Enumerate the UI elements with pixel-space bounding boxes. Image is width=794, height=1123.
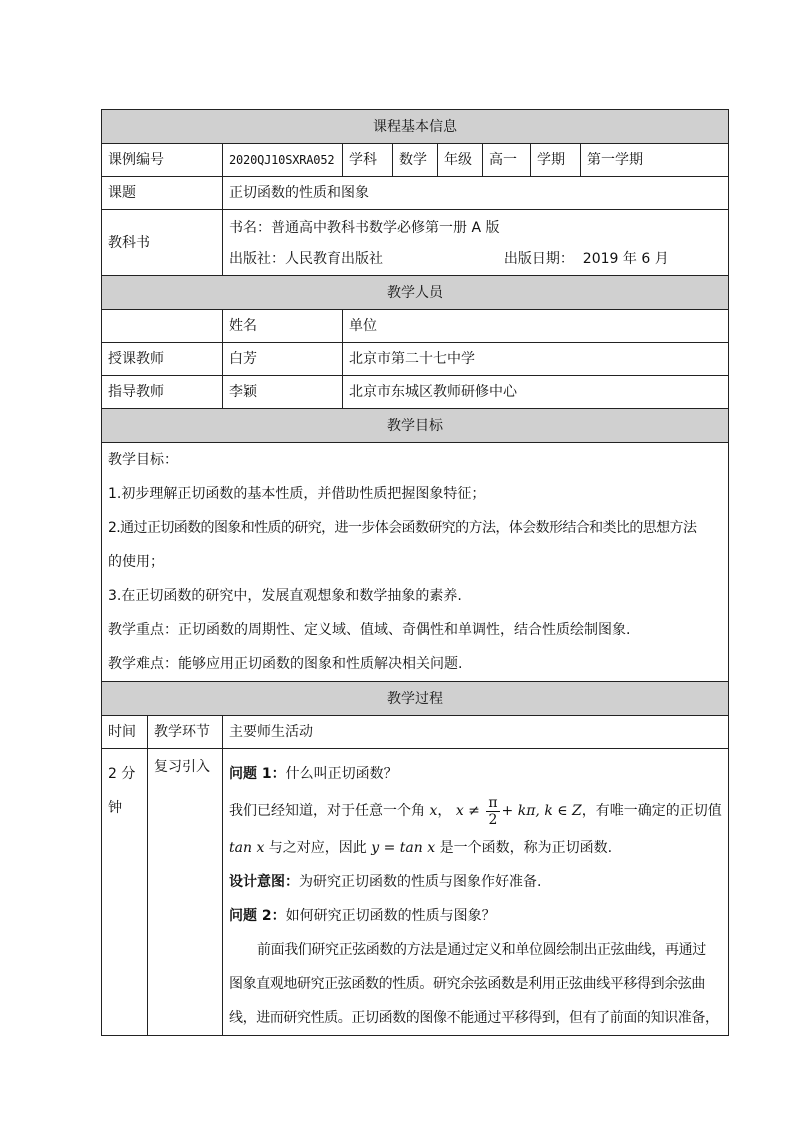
p2-after: 是一个函数，称为正切函数. (435, 840, 613, 856)
staff-header: 教学人员 (102, 276, 729, 310)
goal-line: 2.通过正切函数的图象和性质的研究，进一步体会函数研究的方法，体会数形结合和类比的思想方法 (108, 520, 697, 536)
q2-text: 如何研究正切函数的性质与图象？ (285, 908, 496, 924)
goals-header: 教学目标 (102, 409, 729, 443)
paragraph-line: 线，进而研究性质。正切函数的图像不能通过平移得到，但有了前面的知识准备， (229, 1010, 719, 1026)
table-row (102, 343, 729, 376)
question-2 (229, 899, 722, 933)
staff-role: 授课教师 (102, 343, 223, 376)
process-time (102, 749, 148, 1036)
grade-value: 高一 (483, 144, 531, 177)
col-step: 教学环节 (148, 716, 223, 749)
staff-name: 李颖 (223, 376, 343, 409)
staff-unit: 北京市东城区教师研修中心 (343, 376, 729, 409)
textbook-name: 书名：普通高中教科书数学必修第一册 A 版 (229, 219, 500, 236)
time-value: 2 分钟 (108, 766, 136, 816)
table-row (102, 376, 729, 409)
subject-value: 数学 (393, 144, 438, 177)
publisher: 出版社：人民教育出版社 (229, 250, 383, 267)
textbook-details (223, 210, 729, 276)
case-no-value: 2020QJ10SXRA052 (223, 144, 343, 177)
d1-label: 设计意图： (229, 874, 299, 890)
paragraph-line: 图象直观地研究正弦函数的性质。研究余弦函数是利用正弦曲线平移得到余弦曲 (229, 976, 705, 992)
staff-name: 白芳 (223, 343, 343, 376)
process-header: 教学过程 (102, 682, 729, 716)
pi-over-2 (486, 795, 499, 828)
case-no-label: 课例编号 (102, 144, 223, 177)
staff-unit: 北京市第二十七中学 (343, 343, 729, 376)
cond-pre: x ≠ (455, 803, 485, 819)
topic-label: 课题 (102, 177, 223, 210)
frac-den: 2 (488, 811, 498, 828)
term-label: 学期 (531, 144, 581, 177)
goals-content (102, 443, 729, 682)
y-tan-x: y = tan x (371, 840, 436, 856)
term-value: 第一学期 (581, 144, 729, 177)
p2-mid: 与之对应，因此 (264, 840, 372, 856)
q1-text: 什么叫正切函数？ (285, 766, 398, 782)
frac-num: π (488, 794, 498, 811)
col-unit: 单位 (343, 310, 729, 343)
subject-label: 学科 (343, 144, 393, 177)
p1-after: ，有唯一确定的正切值 (581, 803, 722, 819)
goal-line: 的使用； (108, 554, 164, 570)
publish-date: 出版日期： 2019 年 6 月 (503, 250, 669, 267)
q2-label: 问题 2： (229, 908, 286, 924)
question-1 (229, 757, 722, 791)
col-time: 时间 (102, 716, 148, 749)
lesson-info-table (101, 109, 729, 1036)
definition-line-2 (229, 831, 722, 865)
grade-label: 年级 (438, 144, 483, 177)
tan-x: tan x (229, 840, 265, 856)
cond-post: + kπ, k ∈ Z (501, 803, 582, 819)
goal-line: 教学目标： (108, 452, 178, 468)
topic-value: 正切函数的性质和图象 (223, 177, 729, 210)
q1-label: 问题 1： (229, 766, 286, 782)
process-step: 复习引入 (148, 749, 223, 1036)
design-intent-1 (229, 865, 722, 899)
paragraph-line: 前面我们研究正弦函数的方法是通过定义和单位圆绘制出正弦曲线，再通过 (257, 942, 706, 958)
textbook-label: 教科书 (102, 210, 223, 276)
process-activity (223, 749, 729, 1036)
goal-line: 3.在正切函数的研究中，发展直观想象和数学抽象的素养. (108, 588, 462, 604)
goal-line: 教学重点：正切函数的周期性、定义域、值域、奇偶性和单调性，结合性质绘制图象. (108, 622, 631, 638)
p1-comma: ， (437, 803, 452, 819)
staff-role: 指导教师 (102, 376, 223, 409)
col-activity: 主要师生活动 (223, 716, 729, 749)
p1-x: x (429, 803, 438, 819)
staff-empty-cell (102, 310, 223, 343)
d1-text: 为研究正切函数的性质与图象作好准备. (299, 874, 542, 890)
col-name: 姓名 (223, 310, 343, 343)
goal-line: 1.初步理解正切函数的基本性质，并借助性质把握图象特征； (108, 486, 486, 502)
publisher-line (229, 244, 722, 274)
goal-line: 教学难点：能够应用正切函数的图象和性质解决相关问题. (108, 656, 463, 672)
p1-before: 我们已经知道，对于任意一个角 (229, 803, 430, 819)
basic-info-header: 课程基本信息 (102, 110, 729, 144)
definition-line-1 (229, 791, 722, 831)
